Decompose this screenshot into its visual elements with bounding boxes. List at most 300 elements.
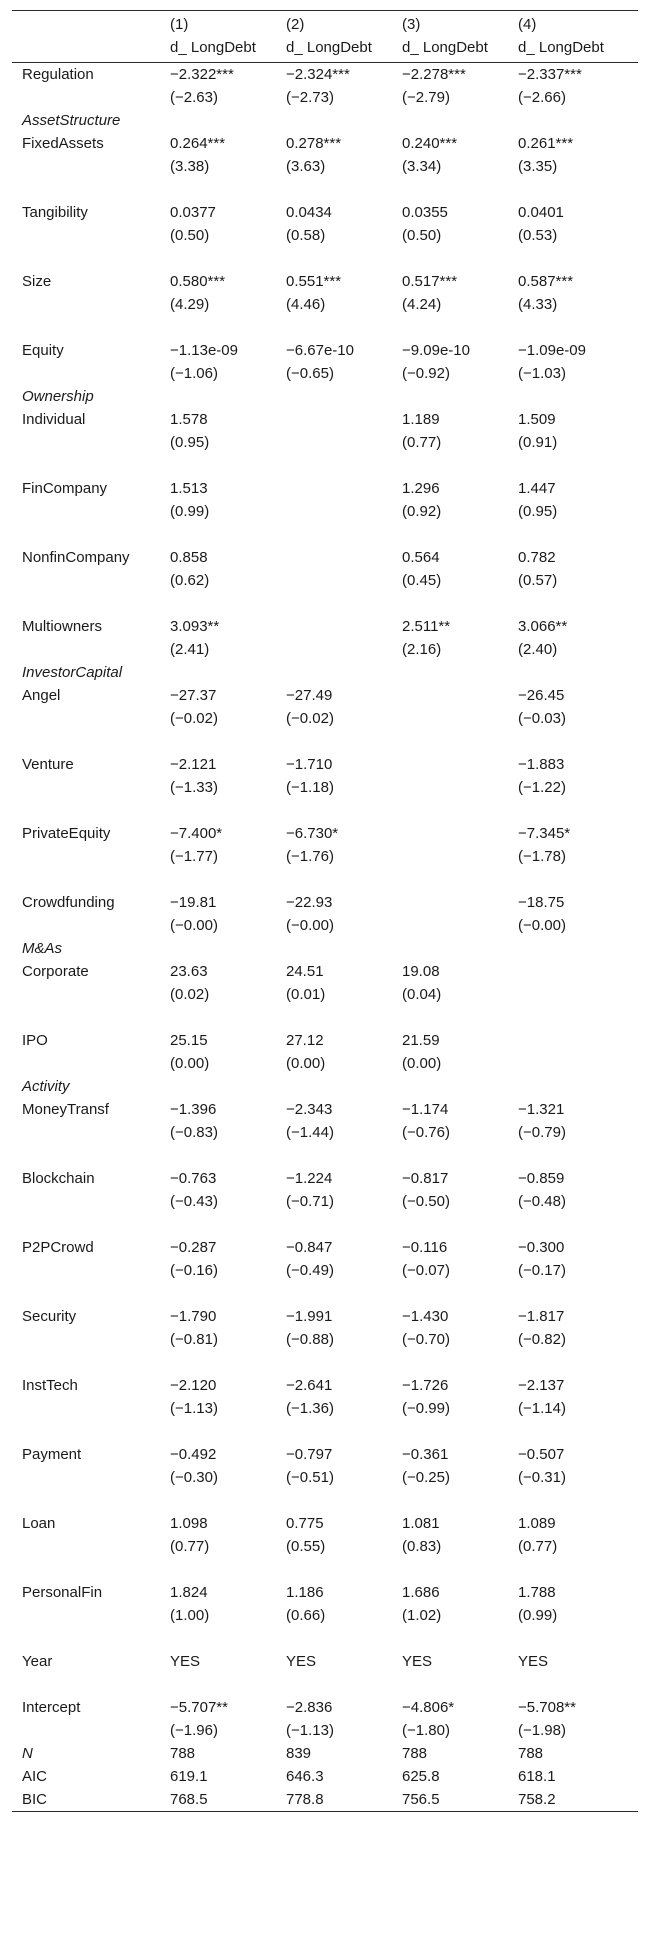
stat-cell: 788 <box>402 1745 428 1762</box>
coef-cell: −2.120 <box>170 1377 217 1394</box>
tstat-label-spacer <box>12 224 170 247</box>
coef-cell: 23.63 <box>170 963 208 980</box>
section-label: AssetStructure <box>22 112 121 129</box>
tstat-cell: (−1.03) <box>518 365 566 382</box>
row-spacer <box>12 592 638 615</box>
variable-label: Regulation <box>22 66 94 83</box>
coef-cell: 1.081 <box>402 1515 440 1532</box>
header-corner <box>12 13 170 36</box>
coef-cell: −1.224 <box>286 1170 333 1187</box>
coef-row <box>12 1581 638 1604</box>
variable-label: Multiowners <box>22 618 103 635</box>
tstat-cell: (−0.81) <box>170 1331 218 1348</box>
tstat-cell <box>518 983 638 1006</box>
row-spacer <box>12 316 638 339</box>
coef-cell: 0.775 <box>286 1515 324 1532</box>
tstat-row <box>12 431 638 454</box>
tstat-cell: (0.58) <box>286 227 326 244</box>
tstat-row <box>12 983 638 1006</box>
coef-cell: 0.261*** <box>518 135 574 152</box>
coef-cell: 1.686 <box>402 1584 440 1601</box>
tstat-row <box>12 155 638 178</box>
tstat-cell: (0.77) <box>402 434 442 451</box>
row-spacer <box>12 730 638 753</box>
coef-cell: −0.492 <box>170 1446 217 1463</box>
coef-row <box>12 891 638 914</box>
coef-cell: −1.321 <box>518 1101 565 1118</box>
variable-label: Crowdfunding <box>22 894 115 911</box>
coef-cell: −1.174 <box>402 1101 449 1118</box>
header-col-num: (1) <box>170 16 189 33</box>
variable-label: Loan <box>22 1515 56 1532</box>
coef-cell: −7.345* <box>518 825 571 842</box>
coef-row <box>12 1650 638 1673</box>
variable-label: Size <box>22 273 52 290</box>
coef-cell: 0.264*** <box>170 135 226 152</box>
tstat-label-spacer <box>12 1259 170 1282</box>
coef-cell: −6.67e-10 <box>286 342 354 359</box>
coef-cell: −18.75 <box>518 894 565 911</box>
tstat-cell: (0.77) <box>518 1538 558 1555</box>
coef-cell: YES <box>170 1653 201 1670</box>
tstat-cell: (−0.07) <box>402 1262 450 1279</box>
tstat-cell: (−1.22) <box>518 779 566 796</box>
tstat-cell: (−0.70) <box>402 1331 450 1348</box>
variable-label: Tangibility <box>22 204 88 221</box>
stat-cell: 788 <box>170 1745 196 1762</box>
tstat-row <box>12 1190 638 1213</box>
row-spacer <box>12 1351 638 1374</box>
tstat-cell: (0.53) <box>518 227 558 244</box>
header-col-num: (2) <box>286 16 305 33</box>
tstat-label-spacer <box>12 293 170 316</box>
coef-cell: −2.137 <box>518 1377 565 1394</box>
tstat-row <box>12 86 638 109</box>
tstat-cell: (−0.02) <box>286 710 334 727</box>
coef-cell: −27.49 <box>286 687 333 704</box>
tstat-cell: (−0.76) <box>402 1124 450 1141</box>
tstat-cell: (−0.43) <box>170 1193 218 1210</box>
tstat-cell: (3.34) <box>402 158 442 175</box>
tstat-label-spacer <box>12 431 170 454</box>
tstat-row <box>12 638 638 661</box>
tstat-label-spacer <box>12 776 170 799</box>
tstat-label-spacer <box>12 1121 170 1144</box>
coef-cell: −1.790 <box>170 1308 217 1325</box>
coef-cell: −7.400* <box>170 825 223 842</box>
tstat-cell: (−0.02) <box>170 710 218 727</box>
variable-label: P2PCrowd <box>22 1239 94 1256</box>
coef-cell: 3.093** <box>170 618 220 635</box>
coef-cell: −1.710 <box>286 756 333 773</box>
regression-table <box>12 10 638 1812</box>
tstat-label-spacer <box>12 914 170 937</box>
coef-cell: YES <box>286 1653 317 1670</box>
coef-cell: 24.51 <box>286 963 324 980</box>
coef-cell: −27.37 <box>170 687 217 704</box>
coef-cell: −0.361 <box>402 1446 449 1463</box>
tstat-cell: (−1.14) <box>518 1400 566 1417</box>
tstat-cell: (−0.79) <box>518 1124 566 1141</box>
coef-cell: −19.81 <box>170 894 217 911</box>
tstat-cell: (4.29) <box>170 296 210 313</box>
coef-row <box>12 546 638 569</box>
tstat-cell: (0.00) <box>286 1055 326 1072</box>
stat-cell: 768.5 <box>170 1791 208 1808</box>
tstat-label-spacer <box>12 983 170 1006</box>
tstat-label-spacer <box>12 707 170 730</box>
tstat-row <box>12 1121 638 1144</box>
coef-cell: 2.511** <box>402 618 451 635</box>
coef-cell: −2.641 <box>286 1377 333 1394</box>
section-label: Ownership <box>22 388 94 405</box>
tstat-cell: (−0.50) <box>402 1193 450 1210</box>
bottom-rule <box>12 1811 638 1812</box>
tstat-cell: (−0.30) <box>170 1469 218 1486</box>
variable-label: MoneyTransf <box>22 1101 109 1118</box>
coef-cell: −2.324*** <box>286 66 350 83</box>
tstat-row <box>12 776 638 799</box>
stat-row <box>12 1788 638 1811</box>
coef-cell: −0.507 <box>518 1446 565 1463</box>
tstat-row <box>12 1604 638 1627</box>
stat-cell: 758.2 <box>518 1791 556 1808</box>
section-label: Activity <box>22 1078 70 1095</box>
coef-row <box>12 1512 638 1535</box>
row-spacer <box>12 1420 638 1443</box>
tstat-cell: (4.33) <box>518 296 558 313</box>
variable-label: Payment <box>22 1446 82 1463</box>
tstat-cell: (−0.51) <box>286 1469 334 1486</box>
coef-cell: −0.300 <box>518 1239 565 1256</box>
tstat-cell <box>286 500 402 523</box>
tstat-cell: (−2.66) <box>518 89 566 106</box>
tstat-cell: (0.95) <box>518 503 558 520</box>
tstat-cell: (−0.17) <box>518 1262 566 1279</box>
coef-cell: −6.730* <box>286 825 339 842</box>
tstat-cell: (0.00) <box>402 1055 442 1072</box>
coef-cell: −2.278*** <box>402 66 466 83</box>
coef-row <box>12 132 638 155</box>
table-header <box>12 11 638 62</box>
tstat-label-spacer <box>12 1719 170 1742</box>
row-spacer <box>12 1144 638 1167</box>
coef-cell: −1.817 <box>518 1308 565 1325</box>
coef-cell: 3.066** <box>518 618 568 635</box>
coef-row <box>12 822 638 845</box>
tstat-cell: (−0.03) <box>518 710 566 727</box>
coef-cell <box>402 753 518 776</box>
tstat-cell: (−0.16) <box>170 1262 218 1279</box>
tstat-cell: (−1.44) <box>286 1124 334 1141</box>
tstat-cell: (−0.65) <box>286 365 334 382</box>
tstat-cell: (2.40) <box>518 641 558 658</box>
row-spacer <box>12 1673 638 1696</box>
coef-row <box>12 1098 638 1121</box>
coef-row <box>12 1305 638 1328</box>
variable-label: NonfinCompany <box>22 549 130 566</box>
stat-cell: 625.8 <box>402 1768 440 1785</box>
tstat-cell: (3.35) <box>518 158 558 175</box>
row-spacer <box>12 178 638 201</box>
tstat-label-spacer <box>12 1052 170 1075</box>
coef-cell: −5.708** <box>518 1699 576 1716</box>
coef-row <box>12 1236 638 1259</box>
tstat-cell: (−1.13) <box>170 1400 218 1417</box>
coef-row <box>12 1167 638 1190</box>
coef-cell: 1.513 <box>170 480 208 497</box>
tstat-cell <box>286 569 402 592</box>
coef-row <box>12 615 638 638</box>
row-spacer <box>12 523 638 546</box>
tstat-cell: (3.63) <box>286 158 326 175</box>
row-spacer <box>12 799 638 822</box>
tstat-row <box>12 1259 638 1282</box>
coef-cell: 0.551*** <box>286 273 342 290</box>
tstat-cell: (0.83) <box>402 1538 442 1555</box>
variable-label: Equity <box>22 342 64 359</box>
coef-cell: 0.0434 <box>286 204 332 221</box>
variable-label: IPO <box>22 1032 48 1049</box>
row-spacer <box>12 1282 638 1305</box>
tstat-cell: (−0.92) <box>402 365 450 382</box>
coef-row <box>12 477 638 500</box>
header-col-dep: d_ LongDebt <box>170 39 256 56</box>
coef-cell: −0.763 <box>170 1170 217 1187</box>
row-spacer <box>12 247 638 270</box>
stat-label: N <box>22 1745 33 1762</box>
section-heading <box>12 109 638 132</box>
tstat-cell <box>286 638 402 661</box>
variable-label: Corporate <box>22 963 89 980</box>
variable-label: Year <box>22 1653 53 1670</box>
tstat-cell: (−1.36) <box>286 1400 334 1417</box>
coef-cell: YES <box>518 1653 549 1670</box>
coef-cell: 0.782 <box>518 549 556 566</box>
stat-row <box>12 1742 638 1765</box>
section-heading <box>12 937 638 960</box>
tstat-cell: (−0.82) <box>518 1331 566 1348</box>
tstat-label-spacer <box>12 500 170 523</box>
coef-cell: 1.509 <box>518 411 556 428</box>
tstat-cell: (−1.18) <box>286 779 334 796</box>
stat-row <box>12 1765 638 1788</box>
tstat-row <box>12 362 638 385</box>
tstat-cell: (0.50) <box>170 227 210 244</box>
tstat-row <box>12 1719 638 1742</box>
tstat-cell: (4.24) <box>402 296 442 313</box>
tstat-cell: (−1.77) <box>170 848 218 865</box>
tstat-cell: (0.55) <box>286 1538 326 1555</box>
tstat-cell: (3.38) <box>170 158 210 175</box>
header-number-row <box>12 13 638 36</box>
coef-cell: 0.858 <box>170 549 208 566</box>
tstat-cell: (−0.00) <box>286 917 334 934</box>
stat-label: AIC <box>22 1768 48 1785</box>
tstat-cell: (−0.99) <box>402 1400 450 1417</box>
coef-cell: −1.726 <box>402 1377 449 1394</box>
tstat-cell <box>402 845 518 868</box>
tstat-cell <box>402 914 518 937</box>
variable-label: FinCompany <box>22 480 108 497</box>
tstat-cell: (−1.78) <box>518 848 566 865</box>
tstat-label-spacer <box>12 1466 170 1489</box>
tstat-label-spacer <box>12 1190 170 1213</box>
variable-label: Venture <box>22 756 74 773</box>
stat-cell: 788 <box>518 1745 544 1762</box>
coef-cell <box>402 684 518 707</box>
tstat-cell: (−1.33) <box>170 779 218 796</box>
coef-cell <box>402 822 518 845</box>
coef-cell: −0.847 <box>286 1239 333 1256</box>
tstat-cell: (0.95) <box>170 434 210 451</box>
row-spacer <box>12 868 638 891</box>
variable-label: PrivateEquity <box>22 825 111 842</box>
coef-cell: −0.859 <box>518 1170 565 1187</box>
coef-cell: −2.836 <box>286 1699 333 1716</box>
section-heading <box>12 1075 638 1098</box>
tstat-label-spacer <box>12 845 170 868</box>
row-spacer <box>12 1489 638 1512</box>
tstat-cell: (−1.80) <box>402 1722 450 1739</box>
tstat-label-spacer <box>12 569 170 592</box>
section-label: M&As <box>22 940 63 957</box>
row-spacer <box>12 1006 638 1029</box>
variable-label: Security <box>22 1308 77 1325</box>
coef-cell: 27.12 <box>286 1032 324 1049</box>
tstat-cell: (−0.71) <box>286 1193 334 1210</box>
header-col-dep: d_ LongDebt <box>286 39 372 56</box>
coef-cell: 1.098 <box>170 1515 208 1532</box>
coef-cell: −0.797 <box>286 1446 333 1463</box>
coef-row <box>12 270 638 293</box>
section-label: InvestorCapital <box>22 664 123 681</box>
coef-row <box>12 339 638 362</box>
tstat-row <box>12 224 638 247</box>
coef-cell: 0.278*** <box>286 135 342 152</box>
tstat-cell: (0.66) <box>286 1607 326 1624</box>
tstat-cell: (−0.00) <box>170 917 218 934</box>
coef-cell: 0.564 <box>402 549 440 566</box>
tstat-row <box>12 569 638 592</box>
coef-cell: −22.93 <box>286 894 333 911</box>
tstat-label-spacer <box>12 362 170 385</box>
coef-cell: −1.396 <box>170 1101 217 1118</box>
tstat-cell: (0.99) <box>518 1607 558 1624</box>
variable-label: Intercept <box>22 1699 81 1716</box>
variable-label: FixedAssets <box>22 135 104 152</box>
coef-cell <box>518 1029 638 1052</box>
tstat-cell: (0.57) <box>518 572 558 589</box>
coef-cell: −1.430 <box>402 1308 449 1325</box>
tstat-cell: (2.41) <box>170 641 210 658</box>
coef-cell: −0.116 <box>402 1239 448 1256</box>
tstat-cell: (−2.73) <box>286 89 334 106</box>
coef-cell: 1.189 <box>402 411 440 428</box>
coef-cell: 1.089 <box>518 1515 556 1532</box>
coef-cell: −1.13e-09 <box>170 342 238 359</box>
tstat-row <box>12 845 638 868</box>
coef-cell <box>402 891 518 914</box>
row-spacer <box>12 1627 638 1650</box>
variable-label: Individual <box>22 411 86 428</box>
tstat-label-spacer <box>12 86 170 109</box>
tstat-cell: (−1.96) <box>170 1722 218 1739</box>
stat-cell: 619.1 <box>170 1768 208 1785</box>
coef-cell: 1.788 <box>518 1584 556 1601</box>
tstat-cell: (0.04) <box>402 986 442 1003</box>
coef-row <box>12 960 638 983</box>
tstat-cell: (0.01) <box>286 986 326 1003</box>
tstat-label-spacer <box>12 1604 170 1627</box>
tstat-cell: (2.16) <box>402 641 442 658</box>
header-corner <box>12 36 170 59</box>
coef-cell: −2.121 <box>170 756 217 773</box>
variable-label: InstTech <box>22 1377 78 1394</box>
coef-cell: −4.806* <box>402 1699 455 1716</box>
coef-row <box>12 1374 638 1397</box>
tstat-cell: (−0.88) <box>286 1331 334 1348</box>
header-dep-row <box>12 36 638 59</box>
row-spacer <box>12 1213 638 1236</box>
coef-row <box>12 1029 638 1052</box>
tstat-cell: (−0.48) <box>518 1193 566 1210</box>
coef-cell: 0.517*** <box>402 273 458 290</box>
tstat-row <box>12 500 638 523</box>
coef-cell: −1.09e-09 <box>518 342 586 359</box>
coef-cell: 0.587*** <box>518 273 574 290</box>
tstat-row <box>12 1052 638 1075</box>
coef-cell: 0.0377 <box>170 204 216 221</box>
variable-label: Blockchain <box>22 1170 95 1187</box>
tstat-row <box>12 1535 638 1558</box>
tstat-cell: (−0.31) <box>518 1469 566 1486</box>
coef-row <box>12 201 638 224</box>
tstat-label-spacer <box>12 1328 170 1351</box>
variable-label: PersonalFin <box>22 1584 103 1601</box>
coef-row <box>12 408 638 431</box>
tstat-cell <box>402 707 518 730</box>
variable-label: Angel <box>22 687 61 704</box>
coef-cell: −5.707** <box>170 1699 228 1716</box>
tstat-row <box>12 1397 638 1420</box>
tstat-label-spacer <box>12 638 170 661</box>
stat-cell: 778.8 <box>286 1791 324 1808</box>
tstat-cell: (−0.00) <box>518 917 566 934</box>
coef-cell <box>518 960 638 983</box>
header-col-dep: d_ LongDebt <box>518 39 604 56</box>
coef-cell: 1.186 <box>286 1584 324 1601</box>
tstat-cell <box>286 431 402 454</box>
stat-cell: 618.1 <box>518 1768 556 1785</box>
stat-label: BIC <box>22 1791 48 1808</box>
tstat-label-spacer <box>12 1397 170 1420</box>
header-col-num: (3) <box>402 16 421 33</box>
coef-cell: 0.580*** <box>170 273 226 290</box>
table-body <box>12 63 638 1811</box>
coef-cell: 1.578 <box>170 411 208 428</box>
tstat-cell: (0.99) <box>170 503 210 520</box>
tstat-cell: (0.77) <box>170 1538 210 1555</box>
section-heading <box>12 385 638 408</box>
tstat-cell <box>402 776 518 799</box>
tstat-cell: (−0.83) <box>170 1124 218 1141</box>
tstat-cell: (0.02) <box>170 986 210 1003</box>
tstat-cell: (0.45) <box>402 572 442 589</box>
coef-cell: −0.817 <box>402 1170 449 1187</box>
tstat-row <box>12 1328 638 1351</box>
tstat-cell: (−0.25) <box>402 1469 450 1486</box>
